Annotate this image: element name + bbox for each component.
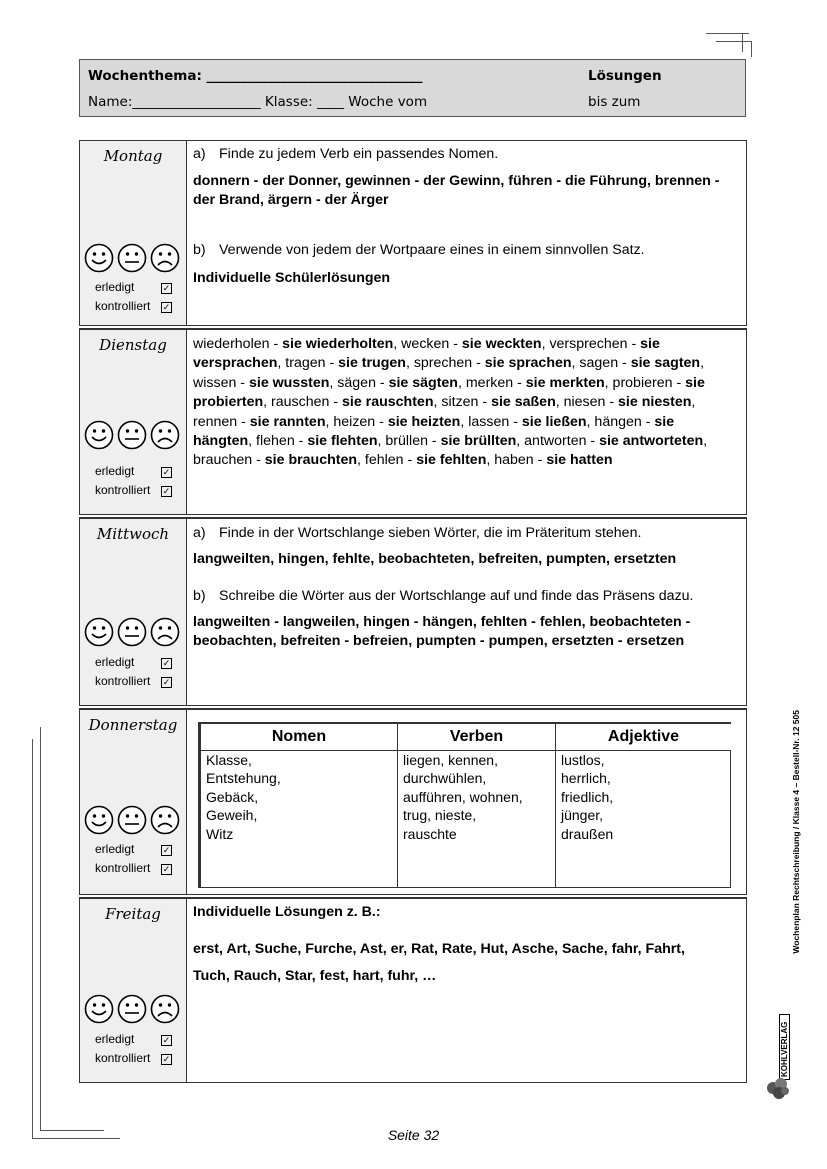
verb-infinitive: , hängen - <box>586 413 655 430</box>
checked-label: kontrolliert <box>95 674 151 688</box>
task-letter: a) <box>193 146 206 162</box>
word-type-table <box>198 722 731 888</box>
day-tuesday <box>79 329 747 515</box>
checked-label: kontrolliert <box>95 861 151 875</box>
verb-preterite: sie sagten <box>630 355 701 372</box>
neutral-face-icon[interactable] <box>117 243 147 273</box>
name-class-line: Name:___________________ Klasse: ____ Woche vom <box>88 94 428 110</box>
task-letter: b) <box>193 242 206 258</box>
done-checkbox[interactable]: ✓ <box>162 658 171 668</box>
answer-a: langweilten, hingen, fehlte, beobachteten, befreiten, pumpten, ersetzten <box>193 551 677 567</box>
neutral-face-icon[interactable] <box>117 994 147 1024</box>
day-label-column <box>80 141 187 325</box>
done-checkbox[interactable]: ✓ <box>162 845 171 855</box>
day-label-column <box>80 899 187 1082</box>
page-number: Seite 32 <box>387 1127 440 1143</box>
table-column-adjektive <box>556 751 731 887</box>
verb-preterite: sie ließen <box>521 413 587 430</box>
table-cell: Klasse, <box>206 752 252 768</box>
table-cell: trug, nieste, <box>403 807 477 824</box>
verb-preterite: sie flehten <box>307 433 378 450</box>
checked-label: kontrolliert <box>95 483 151 497</box>
verb-preterite: sie antworteten <box>599 433 704 450</box>
neutral-face-icon[interactable] <box>117 805 147 835</box>
answer-line-1: erst, Art, Suche, Furche, Ast, er, Rat, Rate, Hut, Asche, Sache, fahr, Fahrt, <box>193 941 685 957</box>
verb-infinitive: , sagen - <box>571 355 631 372</box>
verb-preterite: sie probierten <box>193 374 705 411</box>
verb-infinitive: , merken - <box>457 374 526 391</box>
status-checks <box>95 462 171 500</box>
verb-infinitive: , niesen - <box>555 394 619 411</box>
frame-line <box>40 727 41 1130</box>
verb-infinitive: wiederholen - <box>193 336 283 352</box>
table-header-verben: Verben <box>398 724 555 751</box>
publisher-logo-icon <box>766 1074 790 1100</box>
topic-label: Wochenthema: ________________________________ <box>88 68 423 84</box>
task-b <box>193 241 645 260</box>
status-checks <box>95 653 171 691</box>
day-label-column <box>80 710 187 894</box>
rating-faces <box>84 994 180 1024</box>
verb-infinitive: , antworten - <box>516 433 600 450</box>
verb-preterite: sie merkten <box>525 374 605 391</box>
verb-preterite: sie versprachen <box>193 336 660 372</box>
checked-checkbox[interactable]: ✓ <box>162 486 171 496</box>
task-a <box>193 145 498 164</box>
task-b <box>193 587 694 606</box>
smile-icon[interactable] <box>84 420 114 450</box>
done-label: erledigt <box>95 464 135 478</box>
task-a <box>193 524 641 543</box>
table-cell: draußen <box>561 825 614 842</box>
table-cell: durchwühlen, <box>403 770 487 787</box>
smile-icon[interactable] <box>84 243 114 273</box>
checked-label: kontrolliert <box>95 1051 151 1065</box>
table-cell: Witz <box>206 825 234 842</box>
verb-pairs <box>193 335 733 471</box>
side-publisher-info <box>781 710 801 1090</box>
table-cell: aufführen, wohnen, <box>403 788 523 805</box>
frame-line <box>751 41 752 57</box>
verb-infinitive: , rennen - <box>193 394 696 430</box>
rating-faces <box>84 420 180 450</box>
done-label: erledigt <box>95 655 135 669</box>
day-monday <box>79 140 747 326</box>
table-cell: Entstehung, <box>206 770 281 787</box>
day-name: Dienstag <box>99 336 167 354</box>
verb-infinitive: , rauschen - <box>263 394 343 411</box>
done-checkbox[interactable]: ✓ <box>162 1035 171 1045</box>
day-name: Mittwoch <box>96 525 170 543</box>
rating-faces <box>84 243 180 273</box>
sad-face-icon[interactable] <box>150 243 180 273</box>
table-cell: Geweih, <box>206 807 258 824</box>
side-text: Wochenplan Rechtschreibung / Klasse 4 – Bestell-Nr. 12 505 <box>791 710 801 954</box>
verb-infinitive: , lassen - <box>460 413 522 430</box>
rating-faces <box>84 617 180 647</box>
verb-preterite: sie niesten <box>618 394 692 411</box>
sad-face-icon[interactable] <box>150 994 180 1024</box>
verb-preterite: sie wiederholten <box>282 336 394 352</box>
verb-preterite: sie rannten <box>249 413 326 430</box>
verb-preterite: sie saßen <box>491 394 556 411</box>
table-cell: jünger, <box>561 807 604 824</box>
day-name: Donnerstag <box>88 716 178 734</box>
verb-infinitive: , brüllen - <box>377 433 441 450</box>
sad-face-icon[interactable] <box>150 805 180 835</box>
answer-line-2: Tuch, Rauch, Star, fest, hart, fuhr, … <box>193 968 437 984</box>
table-column-verben <box>398 751 555 887</box>
publisher-label: KOHLVERLAG <box>779 1014 790 1080</box>
verb-preterite: sie fehlten <box>416 452 487 469</box>
frame-line <box>742 33 743 52</box>
checked-label: kontrolliert <box>95 299 151 313</box>
done-checkbox[interactable]: ✓ <box>162 283 171 293</box>
task-letter: b) <box>193 588 206 604</box>
smile-icon[interactable] <box>84 617 114 647</box>
verb-preterite: sie hatten <box>546 452 613 469</box>
rating-faces <box>84 805 180 835</box>
verb-preterite: sie hängten <box>193 413 675 450</box>
intro-text: Individuelle Lösungen z. B.: <box>193 904 381 920</box>
task-text: Verwende von jedem der Wortpaare eines in einem sinnvollen Satz. <box>219 242 645 258</box>
neutral-face-icon[interactable] <box>117 420 147 450</box>
frame-line <box>32 739 33 1139</box>
neutral-face-icon[interactable] <box>117 617 147 647</box>
verb-infinitive: , brauchen - <box>193 433 708 469</box>
sad-face-icon[interactable] <box>150 420 180 450</box>
verb-preterite: sie sprachen <box>484 355 572 372</box>
checked-checkbox[interactable]: ✓ <box>162 302 171 312</box>
day-label-column <box>80 330 187 514</box>
status-checks <box>95 840 171 878</box>
day-name: Montag <box>103 147 163 165</box>
verb-infinitive: , wecken - <box>393 336 462 352</box>
day-label-column <box>80 519 187 705</box>
done-label: erledigt <box>95 280 135 294</box>
verb-preterite: sie wussten <box>248 374 330 391</box>
verb-infinitive: , heizen - <box>325 413 388 430</box>
until-label: bis zum <box>588 94 641 110</box>
task-text: Schreibe die Wörter aus der Wortschlange auf und finde das Präsens dazu. <box>219 588 694 604</box>
day-friday <box>79 898 747 1083</box>
table-cell: liegen, kennen, <box>403 752 498 768</box>
task-letter: a) <box>193 525 206 541</box>
verb-infinitive: , sitzen - <box>433 394 492 411</box>
done-label: erledigt <box>95 1032 135 1046</box>
verb-preterite: sie brüllten <box>440 433 517 450</box>
task-text: Finde in der Wortschlange sieben Wörter, die im Präteritum stehen. <box>219 525 642 541</box>
verb-infinitive: , wissen - <box>193 355 705 391</box>
verb-preterite: sie heizten <box>387 413 461 430</box>
verb-preterite: sie trugen <box>338 355 406 372</box>
solutions-label: Lösungen <box>588 68 662 84</box>
table-header-nomen: Nomen <box>201 724 397 751</box>
table-cell: friedlich, <box>561 788 614 805</box>
verb-infinitive: , fehlen - <box>357 452 417 469</box>
checked-checkbox[interactable]: ✓ <box>162 864 171 874</box>
table-cell: herrlich, <box>561 770 611 787</box>
done-checkbox[interactable]: ✓ <box>162 467 171 477</box>
table-column-nomen <box>201 751 397 887</box>
verb-infinitive: , flehen - <box>248 433 308 450</box>
answer-b: langweilten - langweilen, hingen - hängen, fehlten - fehlen, beobachteten - beobachten, befreiten - befreien, pumpten - pumpen, ersetzten - ersetzen <box>193 614 691 650</box>
smile-icon[interactable] <box>84 994 114 1024</box>
verb-infinitive: , haben - <box>486 452 547 469</box>
day-thursday <box>79 709 747 895</box>
smile-icon[interactable] <box>84 805 114 835</box>
answer-a: donnern - der Donner, gewinnen - der Gewinn, führen - die Führung, brennen - der Brand, ärgern - der Ärger <box>193 173 720 209</box>
status-checks <box>95 278 171 316</box>
table-cell: Gebäck, <box>206 788 259 805</box>
verb-infinitive: , sprechen - <box>405 355 485 372</box>
worksheet-header <box>79 59 746 117</box>
day-wednesday <box>79 518 747 706</box>
sad-face-icon[interactable] <box>150 617 180 647</box>
table-cell: lustlos, <box>561 752 605 768</box>
verb-infinitive: , probieren - <box>604 374 686 391</box>
verb-preterite: sie brauchten <box>264 452 358 469</box>
table-header-adjektive: Adjektive <box>556 724 731 751</box>
verb-preterite: sie weckten <box>461 336 542 352</box>
verb-infinitive: , versprechen - <box>541 336 641 352</box>
status-checks <box>95 1030 171 1068</box>
task-text: Finde zu jedem Verb ein passendes Nomen. <box>219 146 499 162</box>
frame-line <box>716 41 751 42</box>
verb-preterite: sie rauschten <box>342 394 434 411</box>
done-label: erledigt <box>95 842 135 856</box>
checked-checkbox[interactable]: ✓ <box>162 1054 171 1064</box>
verb-preterite: sie sägten <box>388 374 458 391</box>
answer-b: Individuelle Schülerlösungen <box>193 270 391 286</box>
day-name: Freitag <box>105 905 161 923</box>
verb-infinitive: , sägen - <box>329 374 389 391</box>
checked-checkbox[interactable]: ✓ <box>162 677 171 687</box>
verb-infinitive: , tragen - <box>277 355 339 372</box>
table-cell: rauschte <box>403 825 457 842</box>
